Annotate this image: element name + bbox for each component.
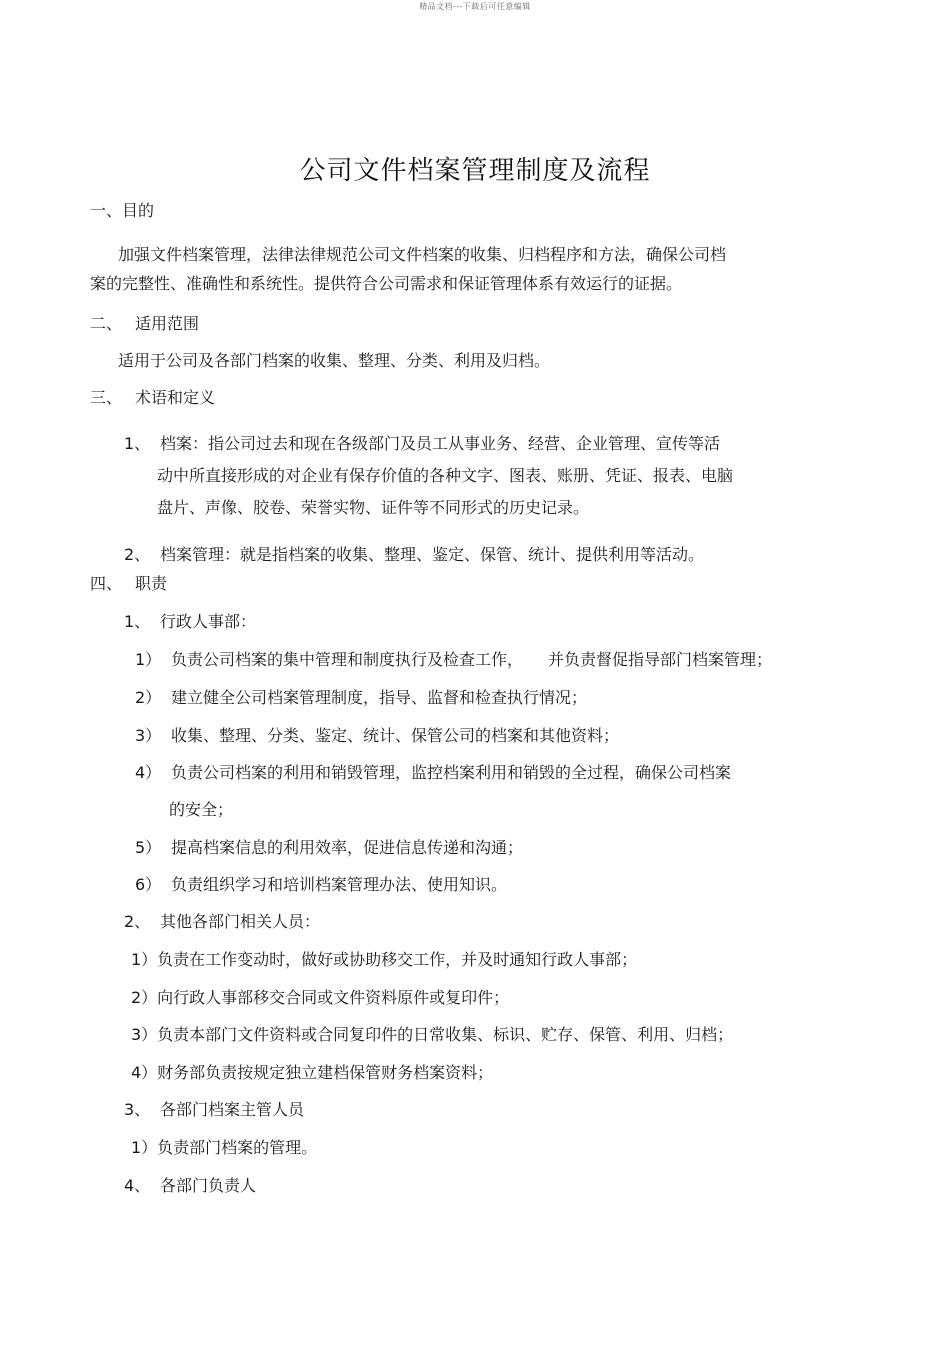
duty-item [135,762,731,784]
item-number: 5） [135,838,162,857]
section-number: 三、 [90,388,123,407]
item-text: 档案：指公司过去和现在各级部门及员工从事业务、经营、企业管理、宣传等活 [160,434,721,453]
item-text: 各部门档案主管人员 [160,1100,305,1119]
term-item-2 [124,544,704,566]
item-number: 1、 [124,612,151,631]
item-text: 行政人事部： [160,612,257,631]
item-text: 其他各部门相关人员： [160,912,321,931]
item-number: 4） [135,763,162,782]
duty-item-continuation: 的安全； [169,800,234,819]
paragraph-purpose-line2: 案的完整性、准确性和系统性。提供符合公司需求和保证管理体系有效运行的证据。 [90,274,683,293]
item-number: 3、 [124,1100,151,1119]
duty-group-archive-managers [124,1099,304,1121]
duty-item: 3）负责本部门文件资料或合同复印件的日常收集、标识、贮存、保管、利用、归档； [131,1025,734,1044]
duty-group-other-departments [124,911,320,933]
item-text: 档案管理：就是指档案的收集、整理、鉴定、保管、统计、提供利用等活动。 [160,545,705,564]
section-heading-duties [90,573,167,595]
duty-group-department-heads [124,1175,256,1197]
item-text: 负责组织学习和培训档案管理办法、使用知识。 [171,875,508,894]
section-number: 二、 [90,314,123,333]
duty-item: 1）负责在工作变动时，做好或协助移交工作，并及时通知行政人事部； [131,950,638,969]
item-text: 提高档案信息的利用效率，促进信息传递和沟通； [171,838,524,857]
paragraph-scope: 适用于公司及各部门档案的收集、整理、分类、利用及归档。 [118,351,551,370]
duty-item [135,837,523,859]
duty-item [135,725,619,747]
duty-item: 4）财务部负责按规定独立建档保管财务档案资料； [131,1063,494,1082]
page-header: 精品文档---下载后可任意编辑 [419,2,531,11]
duty-item: 1）负责部门档案的管理。 [131,1138,318,1157]
section-heading-terms [90,387,215,409]
section-title: 适用范围 [135,314,200,333]
duty-item [135,649,772,671]
item-number: 2、 [124,545,151,564]
item-number: 6） [135,875,162,894]
item-text: 负责公司档案的利用和销毁管理，监控档案利用和销毁的全过程，确保公司档案 [171,763,732,782]
item-text-cont: 并负责督促指导部门档案管理； [548,650,773,669]
item-number: 3） [135,726,162,745]
item-text: 建立健全公司档案管理制度，指导、监督和检查执行情况； [171,688,588,707]
section-number: 四、 [90,574,123,593]
item-number: 1） [135,650,162,669]
section-heading-purpose: 一、目的 [90,201,155,220]
duty-item [135,687,587,709]
duty-item [135,874,507,896]
item-number: 1、 [124,434,151,453]
section-heading-scope [90,313,199,335]
duty-group-admin [124,611,256,633]
term-item-1 [124,433,720,455]
section-title: 术语和定义 [135,388,216,407]
item-text: 收集、整理、分类、鉴定、统计、保管公司的档案和其他资料； [171,726,620,745]
duty-item: 2）向行政人事部移交合同或文件资料原件或复印件； [131,988,510,1007]
page-title: 公司文件档案管理制度及流程 [299,156,651,186]
item-text: 各部门负责人 [160,1176,257,1195]
item-number: 2） [135,688,162,707]
paragraph-purpose-line1: 加强文件档案管理，法律法律规范公司文件档案的收集、归档程序和方法，确保公司档 [118,245,727,264]
term-item-1-line3: 盘片、声像、胶卷、荣誉实物、证件等不同形式的历史记录。 [157,498,590,517]
term-item-1-line2: 动中所直接形成的对企业有保存价值的各种文字、图表、账册、凭证、报表、电脑 [157,466,734,485]
item-text: 负责公司档案的集中管理和制度执行及检查工作， [171,650,524,669]
item-number: 4、 [124,1176,151,1195]
item-number: 2、 [124,912,151,931]
section-title: 职责 [135,574,168,593]
